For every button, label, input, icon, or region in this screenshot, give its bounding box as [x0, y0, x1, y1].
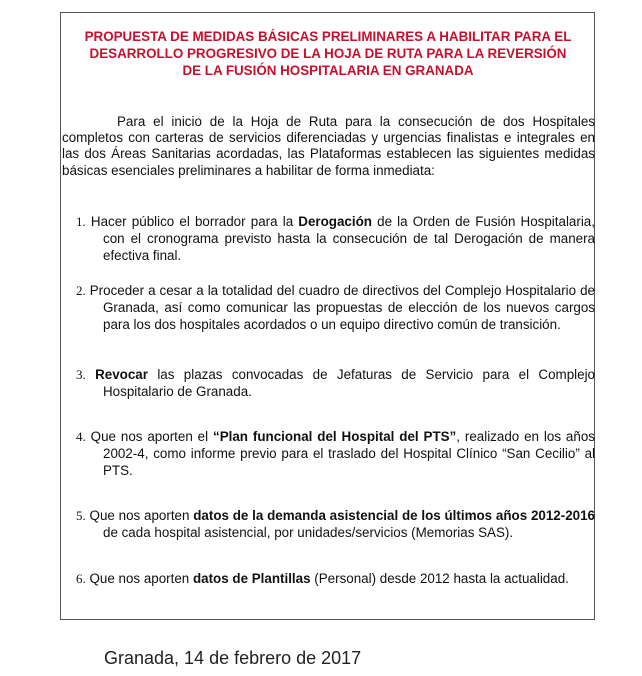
- item-text-bold: Derogación: [298, 214, 372, 229]
- document-date: Granada, 14 de febrero de 2017: [104, 648, 362, 668]
- list-item: [76, 507, 595, 541]
- list-item: [76, 282, 595, 333]
- item-number: 4.: [76, 429, 86, 444]
- item-text-pre: Que nos aporten el: [90, 429, 213, 444]
- document-title: [64, 28, 592, 79]
- list-item: [76, 366, 595, 400]
- list-item: [76, 428, 595, 479]
- list-item: [76, 213, 595, 264]
- item-number: 2.: [76, 283, 86, 298]
- title-line-1: PROPUESTA DE MEDIDAS BÁSICAS PRELIMINARES A HABILITAR PARA EL: [84, 29, 572, 44]
- item-text-pre: Hacer público el borrador para la: [90, 214, 299, 229]
- item-text-post: las plazas convocadas de Jefaturas de Servicio para el Complejo Hospitalario de Granada.: [103, 367, 595, 399]
- item-number: 5.: [76, 508, 86, 523]
- item-number: 3.: [76, 367, 86, 382]
- title-line-2: DESARROLLO PROGRESIVO DE LA HOJA DE RUTA PARA LA REVERSIÓN: [89, 46, 567, 61]
- item-text-bold: Revocar: [95, 367, 148, 382]
- item-text-bold: datos de la demanda asistencial de los últimos años 2012-2016: [193, 508, 595, 523]
- item-number: 1.: [76, 214, 86, 229]
- item-number: 6.: [76, 571, 86, 586]
- item-text-pre: Que nos aporten: [89, 508, 194, 523]
- item-text-bold: “Plan funcional del Hospital del PTS”: [213, 429, 457, 444]
- item-text-pre: Que nos aporten: [89, 571, 193, 586]
- intro-paragraph: Para el inicio de la Hoja de Ruta para la consecución de dos Hospitales completos con carteras de servicios diferenciadas y urgencias finalistas e integrales en las dos Áreas Sanitarias acordadas, las Plataformas establecen las siguientes medidas básicas esenciales preliminares a habilitar de forma inmediata:: [62, 114, 595, 178]
- item-text-post: , realizado en los años 2002-4, como informe previo para el traslado del Hospital Clínico “San Cecilio” al PTS.: [103, 429, 595, 478]
- list-item: [76, 570, 595, 587]
- title-line-3: DE LA FUSIÓN HOSPITALARIA EN GRANADA: [182, 63, 474, 78]
- item-text-post: de cada hospital asistencial, por unidades/servicios (Memorias SAS).: [103, 525, 514, 540]
- item-text-post: (Personal) desde 2012 hasta la actualidad.: [310, 571, 569, 586]
- item-text-pre: Proceder a cesar a la totalidad del cuadro de directivos del Complejo Hospitalario de Granada, así como comunicar las propuestas de elección de los nuevos cargos para los dos hospitales acordados o un equipo directivo común de transición.: [89, 283, 595, 332]
- item-text-post: de la Orden de Fusión Hospitalaria, con el cronograma previsto hasta la consecución de tal Derogación de manera efectiva final.: [103, 214, 595, 263]
- item-text-bold: datos de Plantillas: [192, 571, 311, 586]
